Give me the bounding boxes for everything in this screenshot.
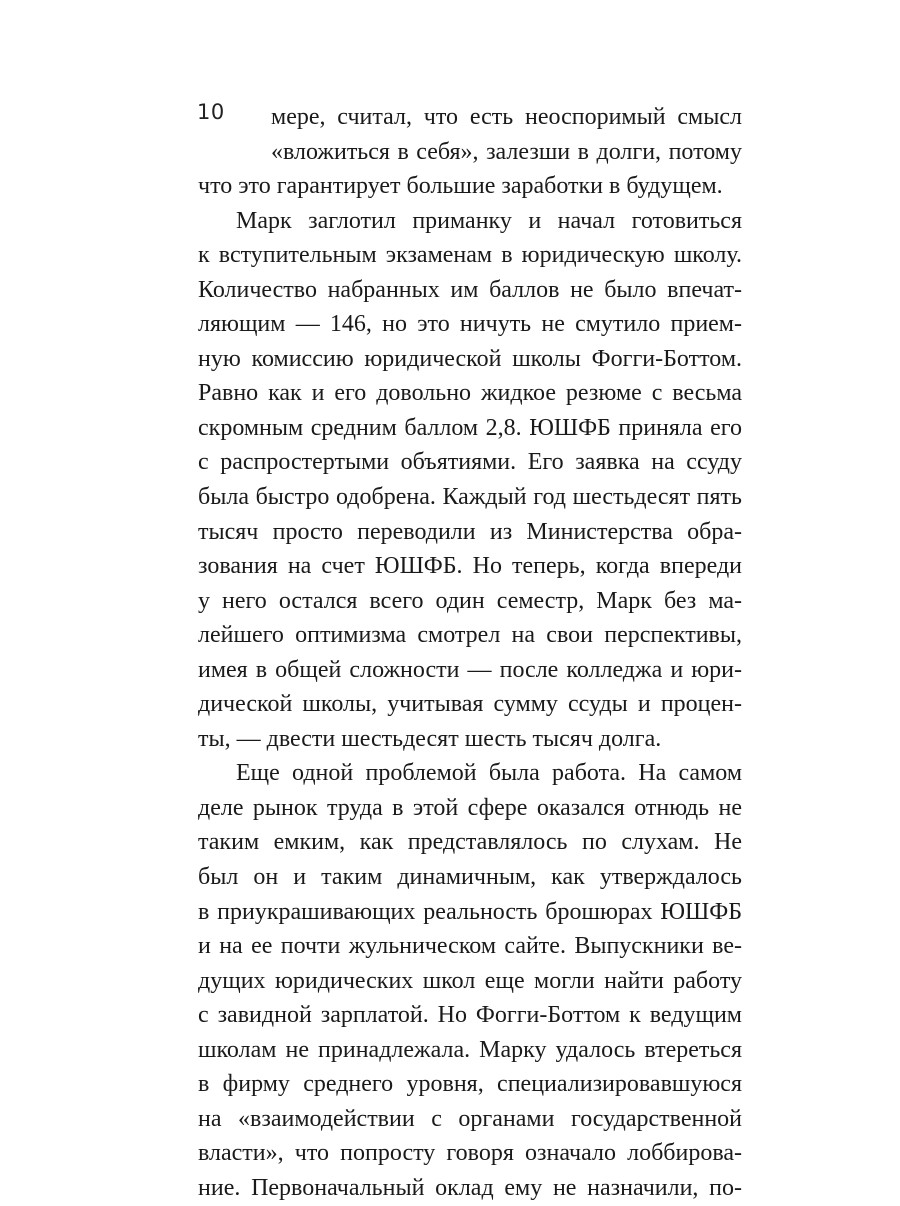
text-line: «вложиться в себя», залезши в долги, потому bbox=[271, 138, 742, 165]
body-text bbox=[198, 100, 742, 1206]
text-line: с распростертыми объятиями. Его заявка на ссуду bbox=[198, 449, 742, 476]
text-line: и на ее почти жульническом сайте. Выпускники ве- bbox=[198, 933, 742, 960]
text-line: ты, — двести шестьдесят шесть тысяч долга. bbox=[198, 725, 662, 752]
text-line: дущих юридических школ еще могли найти работу bbox=[198, 967, 742, 994]
text-line: тысяч просто переводили из Министерства обра- bbox=[198, 518, 742, 545]
text-line: у него остался всего один семестр, Марк без ма- bbox=[198, 587, 742, 614]
text-line: Равно как и его довольно жидкое резюме с весьма bbox=[198, 380, 742, 407]
text-line: зования на счет ЮШФБ. Но теперь, когда впереди bbox=[198, 553, 742, 580]
text-line: в фирму среднего уровня, специализировавшуюся bbox=[198, 1071, 742, 1098]
text-line: на «взаимодействии с органами государственной bbox=[198, 1105, 742, 1132]
text-line: ние. Первоначальный оклад ему не назначили, по- bbox=[198, 1174, 742, 1201]
text-line: имея в общей сложности — после колледжа и юри- bbox=[198, 656, 742, 683]
page-number: 10 bbox=[197, 100, 225, 124]
text-line: ляющим — 146, но это ничуть не смутило прием- bbox=[198, 311, 742, 338]
text-line: школам не принадлежала. Марку удалось втереться bbox=[198, 1036, 742, 1063]
text-line: мере, считал, что есть неоспоримый смысл bbox=[271, 104, 742, 130]
text-line: Еще одной проблемой была работа. На самом bbox=[236, 760, 742, 787]
text-line: лейшего оптимизма смотрел на свои перспективы, bbox=[198, 622, 742, 649]
text-line: власти», что попросту говоря означало лоббирова- bbox=[198, 1140, 742, 1167]
text-line: скромным средним баллом 2,8. ЮШФБ приняла его bbox=[198, 414, 742, 441]
text-line: с завидной зарплатой. Но Фогги-Боттом к ведущим bbox=[198, 1002, 742, 1029]
text-line: в приукрашивающих реальность брошюрах ЮШФБ bbox=[198, 898, 742, 925]
text-line: деле рынок труда в этой сфере оказался отнюдь не bbox=[198, 794, 742, 821]
text-line: был он и таким динамичным, как утверждалось bbox=[198, 864, 742, 891]
text-line: дической школы, учитывая сумму ссуды и процен- bbox=[198, 691, 742, 718]
text-line: таким емким, как представлялось по слухам. Не bbox=[198, 829, 742, 856]
text-line: Марк заглотил приманку и начал готовиться bbox=[236, 207, 742, 234]
text-line: к вступительным экзаменам в юридическую школу. bbox=[198, 242, 742, 269]
text-line: что это гарантирует большие заработки в будущем. bbox=[198, 173, 723, 200]
text-line: Количество набранных им баллов не было впечат- bbox=[198, 276, 742, 303]
text-line: была быстро одобрена. Каждый год шестьдесят пять bbox=[198, 484, 742, 511]
text-line: ную комиссию юридической школы Фогги-Боттом. bbox=[198, 345, 742, 372]
